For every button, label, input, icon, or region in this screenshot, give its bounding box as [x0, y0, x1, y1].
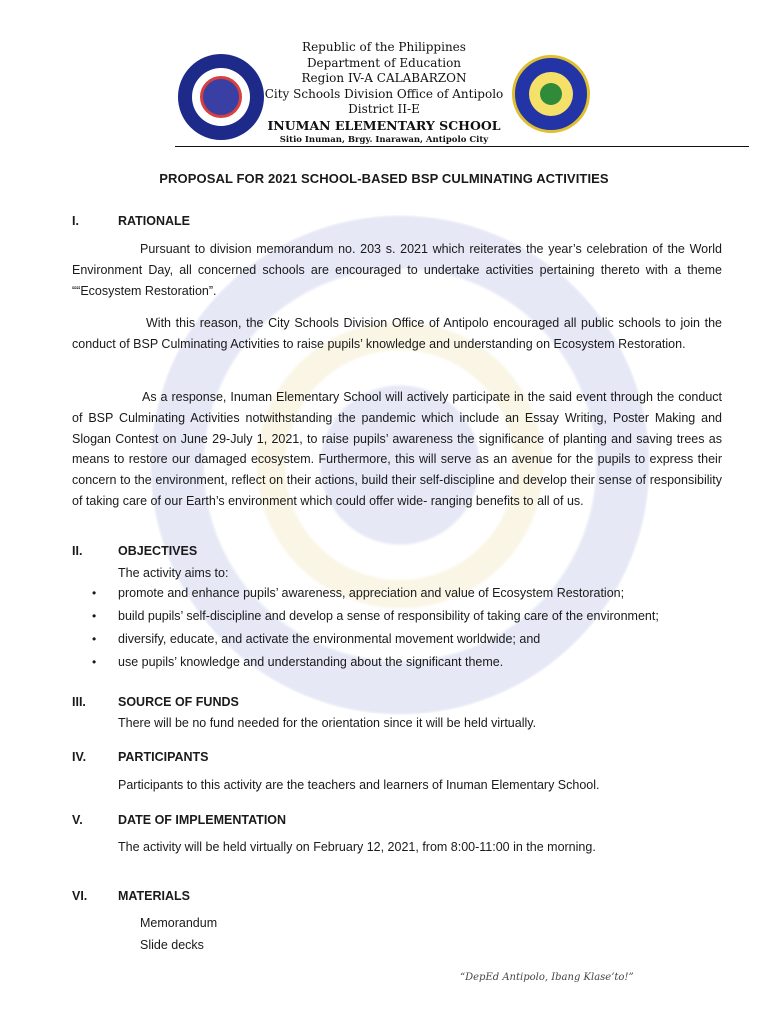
list-item: [72, 583, 752, 606]
section-number: II.: [72, 544, 83, 558]
objective-text: use pupils’ knowledge and understanding about the significant theme.: [118, 655, 504, 669]
header-line: District II-E: [348, 102, 420, 117]
section-label: SOURCE OF FUNDS: [118, 695, 239, 709]
section-number: I.: [72, 214, 79, 228]
list-item: [72, 652, 752, 675]
list-item: [72, 606, 752, 629]
section-label: MATERIALS: [118, 889, 190, 903]
rationale-paragraph: As a response, Inuman Elementary School will actively participate in the said event through the conduct of BSP Culminating Activities notwithstanding the pandemic which include an Essay Writing, Poster Making and Slogan Contest on June 29-July 1, 2021, to raise pupils’ awareness the significance of planting and saving trees as means to restore our damaged ecosystem. Furthermore, this will serve as an avenue for the pupils to express their concern to the environment, reflect on their actions, build their self-discipline and develop their sense of responsibility of taking care of our Earth’s environment which could offer wide- ranging benefits to all of us.: [72, 390, 722, 508]
materials-item: Slide decks: [140, 938, 204, 952]
school-name: INUMAN ELEMENTARY SCHOOL: [267, 117, 501, 133]
objective-text: build pupils’ self-discipline and develop a sense of responsibility of taking care of the environment;: [118, 609, 659, 623]
section-label: PARTICIPANTS: [118, 750, 209, 764]
objective-text: promote and enhance pupils’ awareness, appreciation and value of Ecosystem Restoration;: [118, 586, 625, 600]
footer-slogan: “DepEd Antipolo, Ibang Klase’to!”: [460, 972, 634, 983]
section-label: OBJECTIVES: [118, 544, 198, 558]
rationale-paragraph: Pursuant to division memorandum no. 203 s. 2021 which reiterates the year’s celebration of the World Environment Day, all concerned schools are encouraged to undertake activities pertaining thereto with a theme ““Ecosystem Restoration”.: [72, 242, 722, 298]
school-address: Sitio Inuman, Brgy. Inarawan, Antipolo City: [279, 134, 489, 145]
document-title: PROPOSAL FOR 2021 SCHOOL-BASED BSP CULMINATING ACTIVITIES: [159, 171, 609, 186]
funds-text: There will be no fund needed for the orientation since it will be held virtually.: [118, 716, 537, 730]
bullet-icon: •: [92, 586, 97, 600]
section-number: III.: [72, 695, 86, 709]
bullet-icon: •: [92, 655, 97, 669]
header-line: City Schools Division Office of Antipolo: [264, 86, 504, 101]
letterhead-text: [0, 40, 768, 147]
section-number: IV.: [72, 750, 87, 764]
header-divider: [175, 146, 749, 147]
objective-text: diversify, educate, and activate the environmental movement worldwide; and: [118, 632, 541, 646]
bullet-icon: •: [92, 609, 97, 623]
header-line: Republic of the Philippines: [302, 40, 466, 54]
bullet-icon: •: [92, 632, 97, 646]
section-number: VI.: [72, 889, 88, 903]
objectives-list: [72, 583, 752, 675]
section-label: RATIONALE: [118, 214, 190, 228]
objectives-intro: The activity aims to:: [118, 566, 229, 580]
list-item: [72, 629, 752, 652]
header-line: Region IV-A CALABARZON: [301, 71, 467, 86]
header-line: Department of Education: [306, 55, 462, 70]
date-text: The activity will be held virtually on February 12, 2021, from 8:00-11:00 in the morning.: [118, 840, 596, 854]
rationale-paragraph: With this reason, the City Schools Division Office of Antipolo encouraged all public schools to join the conduct of BSP Culminating Activities to raise pupils’ knowledge and understanding on Ecosystem Restoration.: [72, 316, 722, 351]
section-number: V.: [72, 813, 83, 827]
participants-text: Participants to this activity are the teachers and learners of Inuman Elementary School.: [118, 778, 600, 792]
materials-item: Memorandum: [140, 916, 218, 930]
section-label: DATE OF IMPLEMENTATION: [118, 813, 287, 827]
